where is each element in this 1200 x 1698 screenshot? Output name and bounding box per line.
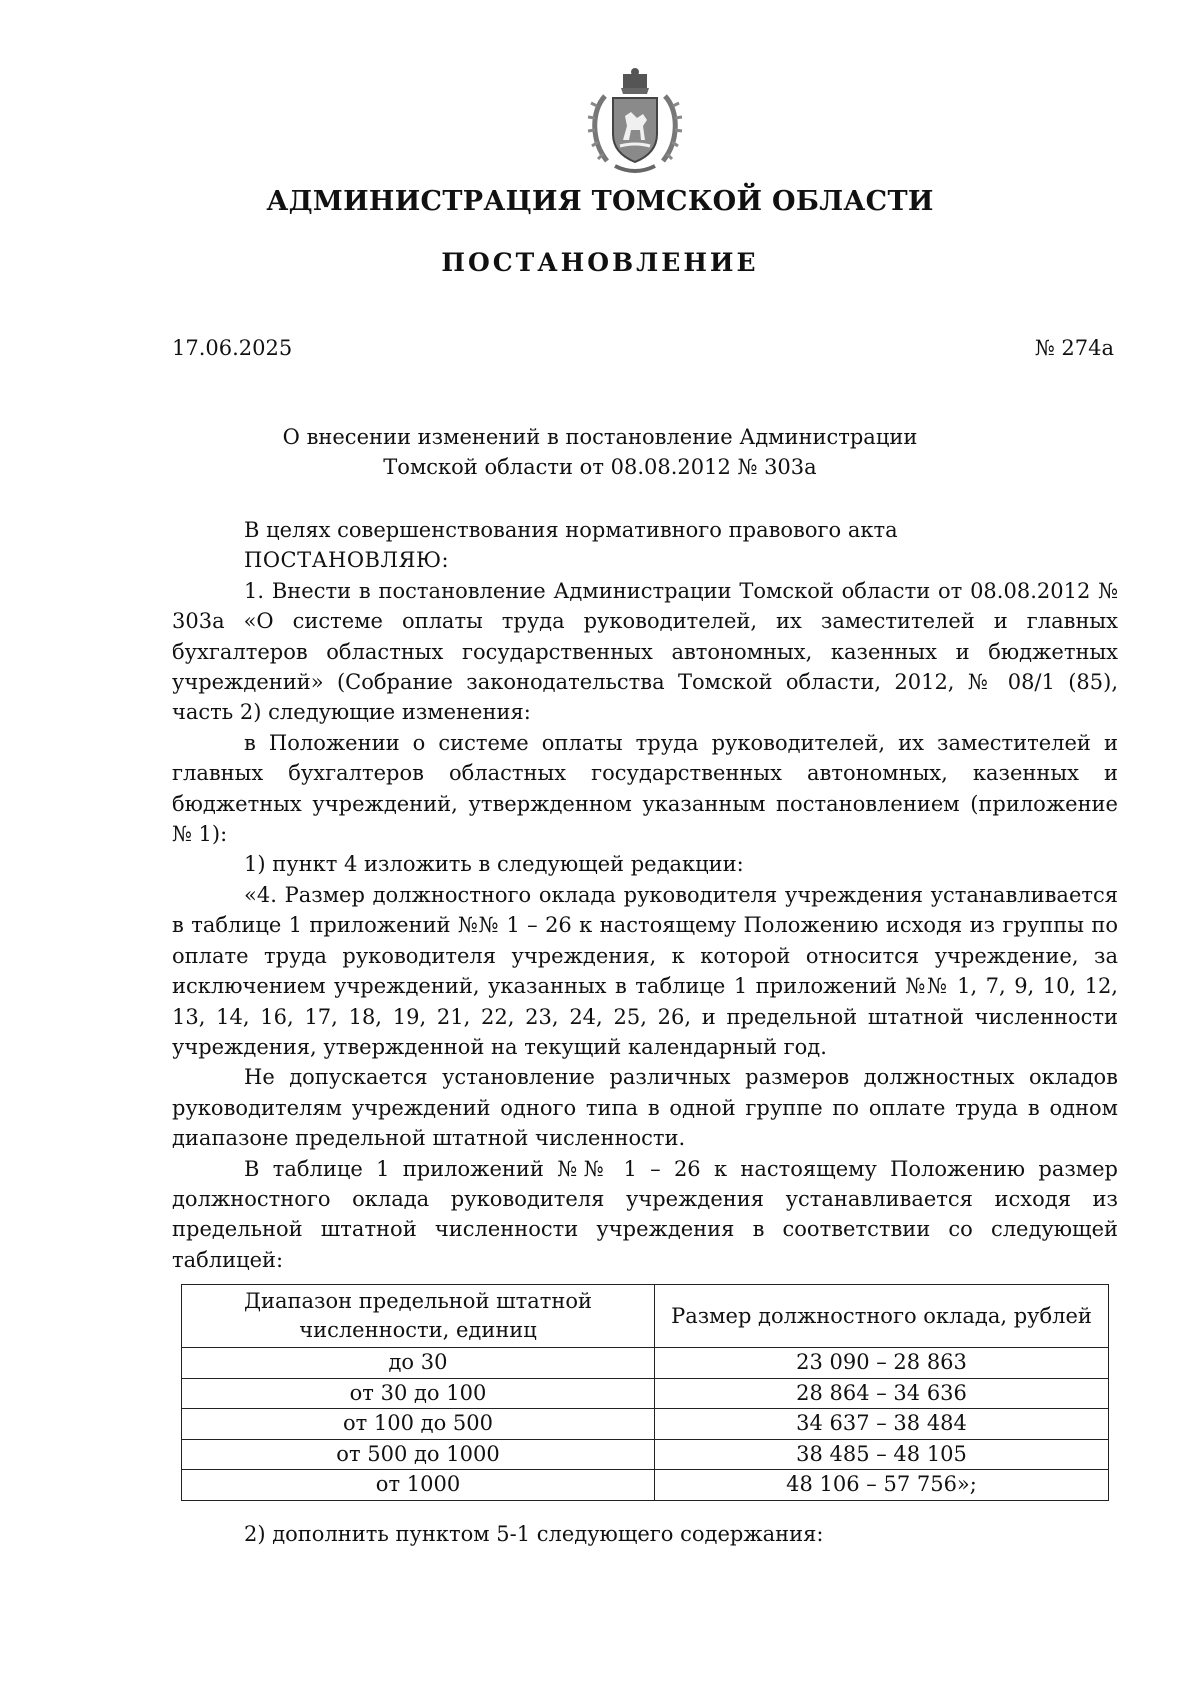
paragraph: «4. Размер должностного оклада руководителя учреждения устанавливается в таблице 1 приложений №№ 1 – 26 к настоящему Положению исходя из группы по оплате труда руководителя учреждения, к которой относится учреждение, за исключением учреждений, указанных в таблице 1 приложений №№ 1, 7, 9, 10, 12, 13, 14, 16, 17, 18, 19, 21, 22, 23, 24, 25, 26, и предельной штатной численности учреждения, утвержденной на текущий календарный год.	[172, 882, 1118, 1059]
table-header-cell: Диапазон предельной штатной численности, единиц	[182, 1285, 655, 1348]
table-cell: 28 864 – 34 636	[655, 1378, 1109, 1409]
organization-title: АДМИНИСТРАЦИЯ ТОМСКОЙ ОБЛАСТИ	[266, 186, 934, 217]
document-date: 17.06.2025	[172, 336, 293, 360]
paragraph: 1) пункт 4 изложить в следующей редакции:	[244, 852, 744, 877]
table-row	[182, 1470, 1109, 1501]
table-row	[182, 1378, 1109, 1409]
table-header-cell: Размер должностного оклада, рублей	[655, 1285, 1109, 1348]
paragraph: В целях совершенствования нормативного правового акта	[244, 518, 898, 542]
table-cell: до 30	[182, 1348, 655, 1379]
table-row	[182, 1409, 1109, 1440]
document-body	[172, 515, 1118, 1275]
paragraph: Не допускается установление различных размеров должностных окладов руководителям учреждений одного типа в одной группе по оплате труда в одном диапазоне предельной штатной численности.	[172, 1065, 1118, 1151]
table-cell: 48 106 – 57 756»;	[655, 1470, 1109, 1501]
table-row	[182, 1348, 1109, 1379]
tomsk-coat-of-arms-icon	[585, 66, 685, 178]
table-cell: от 1000	[182, 1470, 655, 1501]
document-number: № 274а	[1034, 336, 1114, 360]
table-cell: 34 637 – 38 484	[655, 1409, 1109, 1440]
subject-line-2: Томской области от 08.08.2012 № 303а	[383, 455, 817, 479]
document-subject	[0, 422, 1200, 482]
subject-line-1: О внесении изменений в постановление Администрации	[282, 425, 918, 449]
table-cell: от 30 до 100	[182, 1378, 655, 1409]
paragraph-after-table: 2) дополнить пунктом 5-1 следующего содержания:	[244, 1522, 824, 1546]
salary-table	[181, 1284, 1109, 1501]
table-header-row	[182, 1285, 1109, 1348]
table-cell: от 100 до 500	[182, 1409, 655, 1440]
paragraph: В таблице 1 приложений №№ 1 – 26 к настоящему Положению размер должностного оклада руководителя учреждения устанавливается исходя из предельной штатной численности учреждения в соответствии со следующей таблицей:	[172, 1156, 1118, 1272]
table-cell: от 500 до 1000	[182, 1439, 655, 1470]
table-row	[182, 1439, 1109, 1470]
table-cell: 38 485 – 48 105	[655, 1439, 1109, 1470]
paragraph-resolve: ПОСТАНОВЛЯЮ:	[244, 548, 450, 573]
table-cell: 23 090 – 28 863	[655, 1348, 1109, 1379]
paragraph: в Положении о системе оплаты труда руководителей, их заместителей и главных бухгалтеров областных государственных автономных, казенных и бюджетных учреждений, утвержденном указанным постановлением (приложение № 1):	[172, 730, 1118, 847]
document-type: ПОСТАНОВЛЕНИЕ	[441, 248, 759, 277]
paragraph: 1. Внести в постановление Администрации Томской области от 08.08.2012 № 303а «О системе оплаты труда руководителей, их заместителей и главных бухгалтеров областных государственных автономных, казенных и бюджетных учреждений» (Собрание законодательства Томской области, 2012, № 08/1 (85), часть 2) следующие изменения:	[172, 578, 1118, 725]
